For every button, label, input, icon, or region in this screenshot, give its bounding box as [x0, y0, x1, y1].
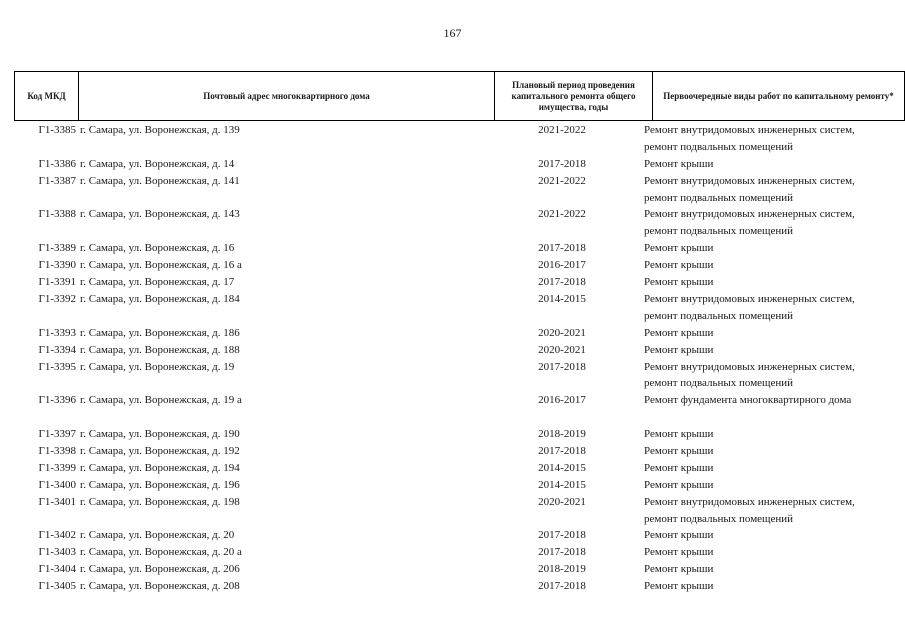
row-address: г. Самара, ул. Воронежская, д. 186: [80, 326, 240, 339]
table-row: [0, 173, 905, 207]
row-code: Г1-3402: [38, 529, 76, 542]
row-works: [644, 206, 904, 240]
row-works: [644, 342, 904, 359]
row-works-line: Ремонт крыши: [644, 478, 714, 491]
row-period: 2021-2022: [538, 174, 586, 187]
row-works-line: Ремонт внутридомовых инженерных систем,: [644, 174, 855, 187]
row-works-line: Ремонт крыши: [644, 157, 714, 170]
table-header: [14, 71, 905, 121]
row-period: 2018-2019: [538, 428, 586, 441]
table-row: [0, 156, 905, 173]
row-address: г. Самара, ул. Воронежская, д. 19: [80, 360, 235, 373]
row-works: [644, 477, 904, 494]
row-works: [644, 527, 904, 544]
row-code: Г1-3393: [38, 326, 76, 339]
row-works-line: ремонт подвальных помещений: [644, 309, 794, 322]
table-row: [0, 460, 905, 477]
table-row: [0, 274, 905, 291]
table-row: [0, 392, 905, 426]
table-row: [0, 359, 905, 393]
row-works-line: Ремонт крыши: [644, 529, 714, 542]
row-period: 2021-2022: [538, 208, 586, 221]
row-works: [644, 561, 904, 578]
table-row: [0, 561, 905, 578]
row-works: [644, 359, 904, 393]
row-address: г. Самара, ул. Воронежская, д. 194: [80, 461, 240, 474]
row-works-line: Ремонт внутридомовых инженерных систем,: [644, 360, 855, 373]
row-address: г. Самара, ул. Воронежская, д. 14: [80, 157, 235, 170]
row-works-line: Ремонт крыши: [644, 428, 714, 441]
row-works-line: Ремонт крыши: [644, 242, 714, 255]
row-works-line: Ремонт фундамента многоквартирного дома: [644, 394, 852, 407]
row-works: [644, 392, 904, 409]
row-code: Г1-3404: [38, 563, 76, 576]
row-works-line: ремонт подвальных помещений: [644, 225, 794, 238]
row-works: [644, 426, 904, 443]
row-works-line: Ремонт крыши: [644, 445, 714, 458]
page-number: 167: [443, 26, 462, 40]
row-works: [644, 257, 904, 274]
row-works: [644, 325, 904, 342]
row-code: Г1-3394: [38, 343, 76, 356]
row-period: 2016-2017: [538, 259, 586, 272]
table-row: [0, 578, 905, 595]
row-works-line: ремонт подвальных помещений: [644, 512, 794, 525]
row-works-line: Ремонт крыши: [644, 343, 714, 356]
row-address: г. Самара, ул. Воронежская, д. 20: [80, 529, 235, 542]
row-address: г. Самара, ул. Воронежская, д. 139: [80, 124, 240, 136]
row-period: 2018-2019: [538, 563, 586, 576]
table-row: [0, 325, 905, 342]
row-address: г. Самара, ул. Воронежская, д. 188: [80, 343, 240, 356]
row-works: [644, 460, 904, 477]
row-code: Г1-3388: [38, 208, 76, 221]
row-code: Г1-3399: [38, 461, 76, 474]
row-works: [644, 173, 904, 207]
row-works-line: Ремонт крыши: [644, 563, 714, 576]
row-code: Г1-3397: [38, 428, 76, 441]
row-works-line: ремонт подвальных помещений: [644, 191, 794, 204]
header-address: Почтовый адрес многоквартирного дома: [78, 72, 494, 120]
table-body: [0, 122, 905, 595]
row-code: Г1-3400: [38, 478, 76, 491]
row-works: [644, 156, 904, 173]
row-address: г. Самара, ул. Воронежская, д. 20 а: [80, 546, 242, 559]
row-code: Г1-3403: [38, 546, 76, 559]
row-address: г. Самара, ул. Воронежская, д. 198: [80, 495, 240, 508]
row-period: 2021-2022: [538, 124, 586, 136]
table-row: [0, 527, 905, 544]
row-period: 2017-2018: [538, 276, 586, 289]
row-works-line: Ремонт крыши: [644, 326, 714, 339]
row-works-line: Ремонт внутридомовых инженерных систем,: [644, 124, 855, 136]
row-period: 2020-2021: [538, 326, 586, 339]
row-works: [644, 291, 904, 325]
row-code: Г1-3387: [38, 174, 76, 187]
header-works: Первоочередные виды работ по капитальному ремонту*: [652, 72, 905, 120]
row-code: Г1-3398: [38, 445, 76, 458]
row-code: Г1-3395: [38, 360, 76, 373]
table-row: [0, 291, 905, 325]
row-period: 2016-2017: [538, 394, 586, 407]
table-row: [0, 257, 905, 274]
row-period: 2017-2018: [538, 157, 586, 170]
row-period: 2017-2018: [538, 445, 586, 458]
row-works-line: ремонт подвальных помещений: [644, 377, 794, 390]
row-period: 2014-2015: [538, 292, 586, 305]
row-address: г. Самара, ул. Воронежская, д. 206: [80, 563, 240, 576]
row-code: Г1-3391: [38, 276, 76, 289]
table-row: [0, 122, 905, 156]
table-row: [0, 342, 905, 359]
row-works: [644, 443, 904, 460]
table-row: [0, 426, 905, 443]
row-works: [644, 494, 904, 528]
row-code: Г1-3390: [38, 259, 76, 272]
row-code: Г1-3386: [38, 157, 76, 170]
row-address: г. Самара, ул. Воронежская, д. 184: [80, 292, 240, 305]
row-address: г. Самара, ул. Воронежская, д. 143: [80, 208, 240, 221]
row-code: Г1-3392: [38, 292, 76, 305]
row-period: 2020-2021: [538, 495, 586, 508]
table-row: [0, 443, 905, 460]
row-address: г. Самара, ул. Воронежская, д. 196: [80, 478, 240, 491]
row-period: 2017-2018: [538, 242, 586, 255]
row-works: [644, 578, 904, 595]
header-period: Плановый период проведения капитального ремонта общего имущества, годы: [494, 72, 652, 120]
row-address: г. Самара, ул. Воронежская, д. 19 а: [80, 394, 242, 407]
row-period: 2017-2018: [538, 580, 586, 593]
row-address: г. Самара, ул. Воронежская, д. 141: [80, 174, 240, 187]
header-code: Код МКД: [14, 72, 78, 120]
row-code: Г1-3401: [38, 495, 76, 508]
row-period: 2017-2018: [538, 360, 586, 373]
row-address: г. Самара, ул. Воронежская, д. 192: [80, 445, 240, 458]
row-code: Г1-3405: [38, 580, 76, 593]
table-row: [0, 544, 905, 561]
row-works: [644, 274, 904, 291]
row-works-line: Ремонт внутридомовых инженерных систем,: [644, 495, 855, 508]
row-period: 2014-2015: [538, 478, 586, 491]
row-works: [644, 544, 904, 561]
row-works-line: Ремонт внутридомовых инженерных систем,: [644, 292, 855, 305]
row-works: [644, 122, 904, 156]
row-address: г. Самара, ул. Воронежская, д. 190: [80, 428, 240, 441]
row-code: Г1-3396: [38, 394, 76, 407]
row-address: г. Самара, ул. Воронежская, д. 16 а: [80, 259, 242, 272]
row-works-line: Ремонт крыши: [644, 461, 714, 474]
table-row: [0, 206, 905, 240]
row-works-line: Ремонт внутридомовых инженерных систем,: [644, 208, 855, 221]
row-address: г. Самара, ул. Воронежская, д. 16: [80, 242, 235, 255]
table-row: [0, 240, 905, 257]
row-works: [644, 240, 904, 257]
row-period: 2020-2021: [538, 343, 586, 356]
row-code: Г1-3389: [38, 242, 76, 255]
row-address: г. Самара, ул. Воронежская, д. 17: [80, 276, 235, 289]
row-works-line: Ремонт крыши: [644, 259, 714, 272]
row-works-line: Ремонт крыши: [644, 546, 714, 559]
row-code: Г1-3385: [38, 124, 76, 136]
row-period: 2014-2015: [538, 461, 586, 474]
row-works-line: Ремонт крыши: [644, 580, 714, 593]
table-row: [0, 494, 905, 528]
row-period: 2017-2018: [538, 529, 586, 542]
row-works-line: Ремонт крыши: [644, 276, 714, 289]
row-works-line: ремонт подвальных помещений: [644, 140, 794, 153]
row-period: 2017-2018: [538, 546, 586, 559]
row-address: г. Самара, ул. Воронежская, д. 208: [80, 580, 240, 593]
table-row: [0, 477, 905, 494]
